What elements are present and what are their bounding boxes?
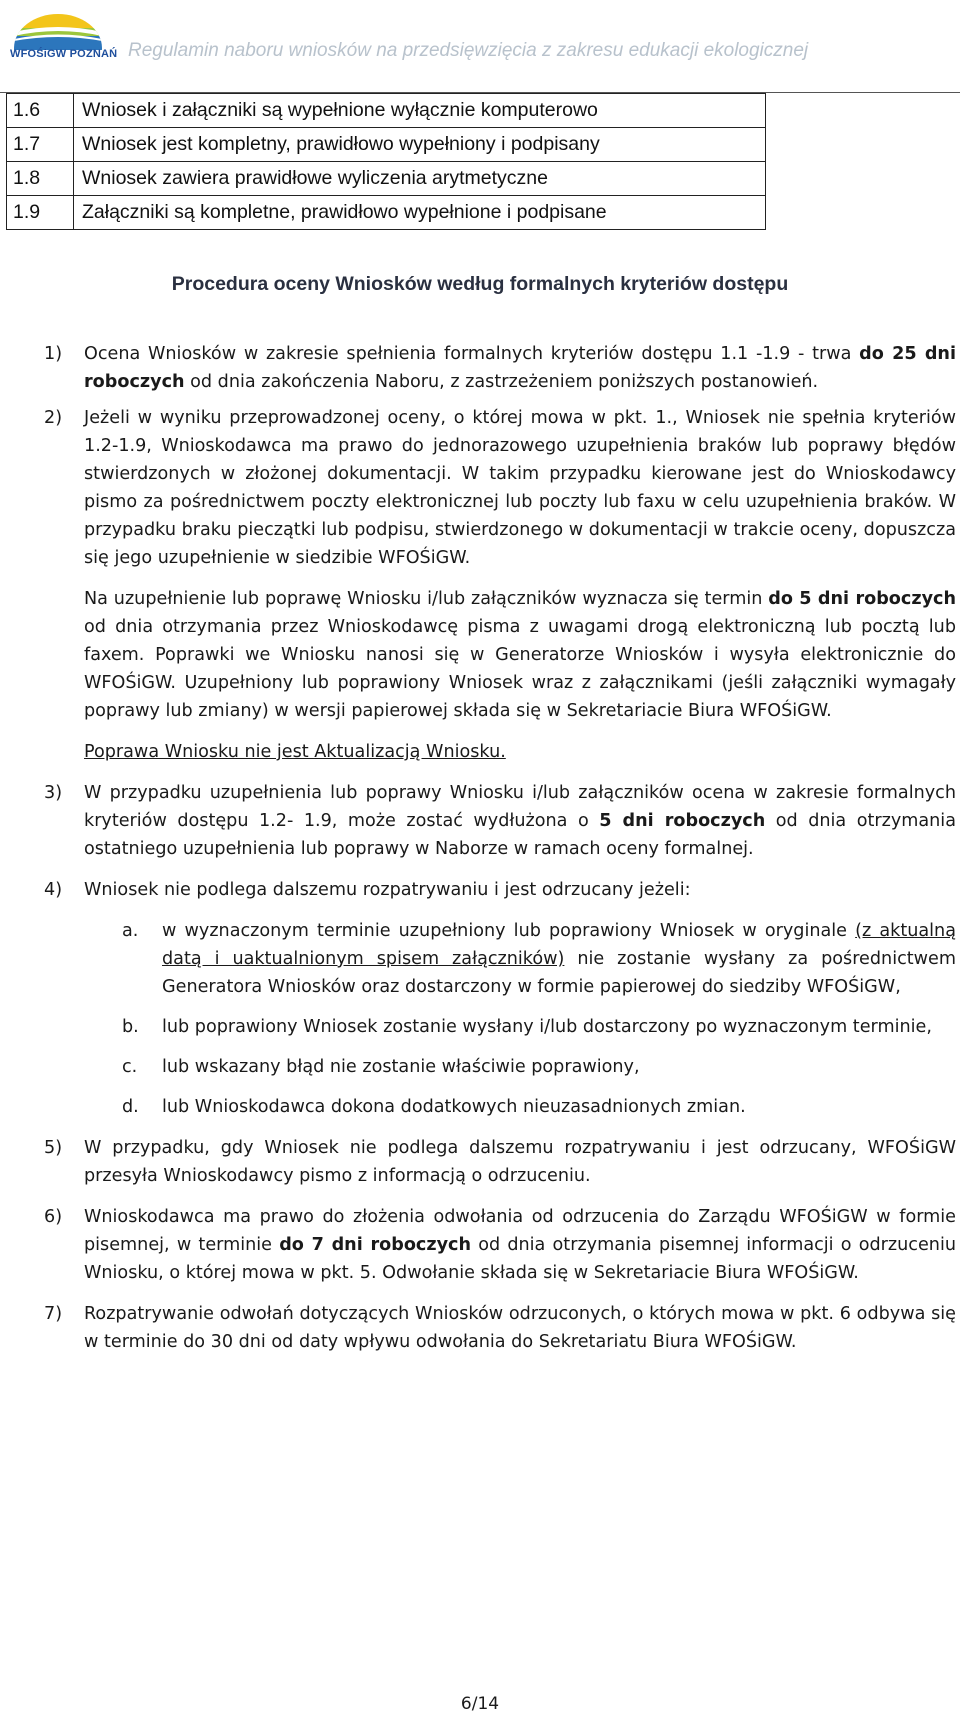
item-number: 4)	[44, 880, 63, 900]
item-text: W przypadku uzupełnienia lub poprawy Wniosku i/lub załączników ocena w zakresie formalnych kryteriów dostępu 1.2- 1.9, może zostać wydłużona o	[84, 783, 956, 831]
table-row	[7, 94, 766, 128]
item-number: 2)	[44, 408, 63, 428]
sub-item-letter: a.	[122, 921, 139, 941]
paragraph	[44, 738, 956, 766]
sub-item-letter: c.	[122, 1057, 138, 1077]
table-row	[7, 128, 766, 162]
sub-item-a	[44, 917, 956, 1001]
sub-item-b	[44, 1013, 956, 1041]
item-text: lub poprawiony Wniosek zostanie wysłany i/lub dostarczony po wyznaczonym terminie,	[162, 1017, 932, 1037]
logo-text: WFOŚiGW POZNAŃ	[10, 48, 118, 60]
list-item-4	[44, 876, 956, 904]
criterion-text: Wniosek i załączniki są wypełnione wyłącznie komputerowo	[74, 94, 766, 128]
criterion-text: Wniosek jest kompletny, prawidłowo wypełniony i podpisany	[74, 128, 766, 162]
criterion-text: Załączniki są kompletne, prawidłowo wypełnione i podpisane	[74, 196, 766, 230]
item-text: Ocena Wniosków w zakresie spełnienia formalnych kryteriów dostępu 1.1 -1.9 - trwa	[84, 344, 860, 364]
item-text: od dnia zakończenia Naboru, z zastrzeżeniem poniższych postanowień.	[184, 372, 819, 392]
table-row	[7, 196, 766, 230]
criterion-number: 1.9	[7, 196, 74, 230]
criterion-text: Wniosek zawiera prawidłowe wyliczenia arytmetyczne	[74, 162, 766, 196]
section-title: Procedura oceny Wniosków według formalnych kryteriów dostępu	[171, 273, 789, 295]
item-text: W przypadku, gdy Wniosek nie podlega dalszemu rozpatrywaniu i jest odrzucany, WFOŚiGW przesyła Wnioskodawcy pismo z informacją o odrzuceniu.	[84, 1138, 956, 1186]
item-text: lub wskazany błąd nie zostanie właściwie poprawiony,	[162, 1057, 640, 1077]
sub-item-d	[44, 1093, 956, 1121]
sub-item-letter: b.	[122, 1017, 139, 1037]
sub-item-c	[44, 1053, 956, 1081]
item-text: Jeżeli w wyniku przeprowadzonej oceny, o której mowa w pkt. 1., Wniosek nie spełnia kryteriów 1.2-1.9, Wnioskodawca ma prawo do jednorazowego uzupełnienia braków lub poprawy błędów stwierdzonych w złożonej dokumentacji. W takim przypadku kierowane jest do Wnioskodawcy pismo za pośrednictwem poczty elektronicznej lub poczty lub faxu w celu uzupełnienia braków. W przypadku braku pieczątki lub podpisu, stwierdzonego w dokumentacji w trakcie oceny, dopuszcza się jego uzupełnienie w siedzibie WFOŚiGW.	[84, 408, 956, 568]
list-item-3	[44, 779, 956, 863]
item-text: Wniosek nie podlega dalszemu rozpatrywaniu i jest odrzucany jeżeli:	[84, 880, 691, 900]
item-text: w wyznaczonym terminie uzupełniony lub poprawiony Wniosek w oryginale	[162, 921, 856, 941]
criteria-table	[6, 93, 766, 230]
item-text: od dnia otrzymania ostatniego uzupełnienia lub poprawy w Naborze w ramach oceny formalnej.	[84, 811, 956, 859]
list-item-5	[44, 1134, 956, 1190]
item-number: 3)	[44, 783, 63, 803]
item-bold-text: do 25 dni roboczych	[84, 344, 956, 392]
sub-item-letter: d.	[122, 1097, 139, 1117]
header-title: Regulamin naboru wniosków na przedsięwzięcia z zakresu edukacji ekologicznej	[128, 40, 809, 61]
item-number: 5)	[44, 1138, 63, 1158]
item-number: 6)	[44, 1207, 63, 1227]
item-text: od dnia otrzymania przez Wnioskodawcę pisma z uwagami drogą elektroniczną lub pocztą lub faxem. Poprawki we Wniosku nanosi się w Generatorze Wniosków i wysyła elektronicznie do WFOŚiGW. Uzupełniony lub poprawiony Wniosek wraz z załącznikami (jeśli załączniki wymagały poprawy lub zmiany) w wersji papierowej składa się w Sekretariacie Biura WFOŚiGW.	[84, 617, 956, 721]
item-bold-text: do 5 dni roboczych	[768, 589, 956, 609]
page-header	[0, 0, 960, 94]
item-text: od dnia otrzymania pisemnej informacji o odrzuceniu Wniosku, o której mowa w pkt. 5. Odwołanie składa się w Sekretariacie Biura WFOŚiGW.	[84, 1235, 956, 1283]
list-item-1	[44, 340, 956, 396]
item-underlined-text: (z aktualną datą i uaktualnionym spisem załączników)	[162, 921, 956, 969]
underlined-note: Poprawa Wniosku nie jest Aktualizacją Wniosku.	[84, 742, 506, 762]
list-item-6	[44, 1203, 956, 1287]
item-text: Rozpatrywanie odwołań dotyczących Wniosków odrzuconych, o których mowa w pkt. 6 odbywa się w terminie do 30 dni od daty wpływu odwołania do Sekretariatu Biura WFOŚiGW.	[84, 1304, 956, 1352]
item-bold-text: do 7 dni roboczych	[279, 1235, 472, 1255]
paragraph	[44, 585, 956, 725]
list-item-7	[44, 1300, 956, 1356]
list-item-2	[44, 404, 956, 572]
criterion-number: 1.6	[7, 94, 74, 128]
criterion-number: 1.8	[7, 162, 74, 196]
criterion-number: 1.7	[7, 128, 74, 162]
document-body	[44, 340, 956, 1356]
page-number: 6/14	[460, 1694, 500, 1714]
table-row	[7, 162, 766, 196]
item-text: Na uzupełnienie lub poprawę Wniosku i/lub załączników wyznacza się termin	[84, 589, 769, 609]
item-number: 7)	[44, 1304, 63, 1324]
item-text: lub Wnioskodawca dokona dodatkowych nieuzasadnionych zmian.	[162, 1097, 746, 1117]
item-text: nie zostanie wysłany za pośrednictwem Generatora Wniosków oraz dostarczony w formie papierowej do siedziby WFOŚiGW,	[162, 949, 957, 997]
item-number: 1)	[44, 344, 63, 364]
item-text: Wnioskodawca ma prawo do złożenia odwołania od odrzucenia do Zarządu WFOŚiGW w formie pisemnej, w terminie	[84, 1207, 956, 1255]
item-bold-text: 5 dni roboczych	[599, 811, 766, 831]
